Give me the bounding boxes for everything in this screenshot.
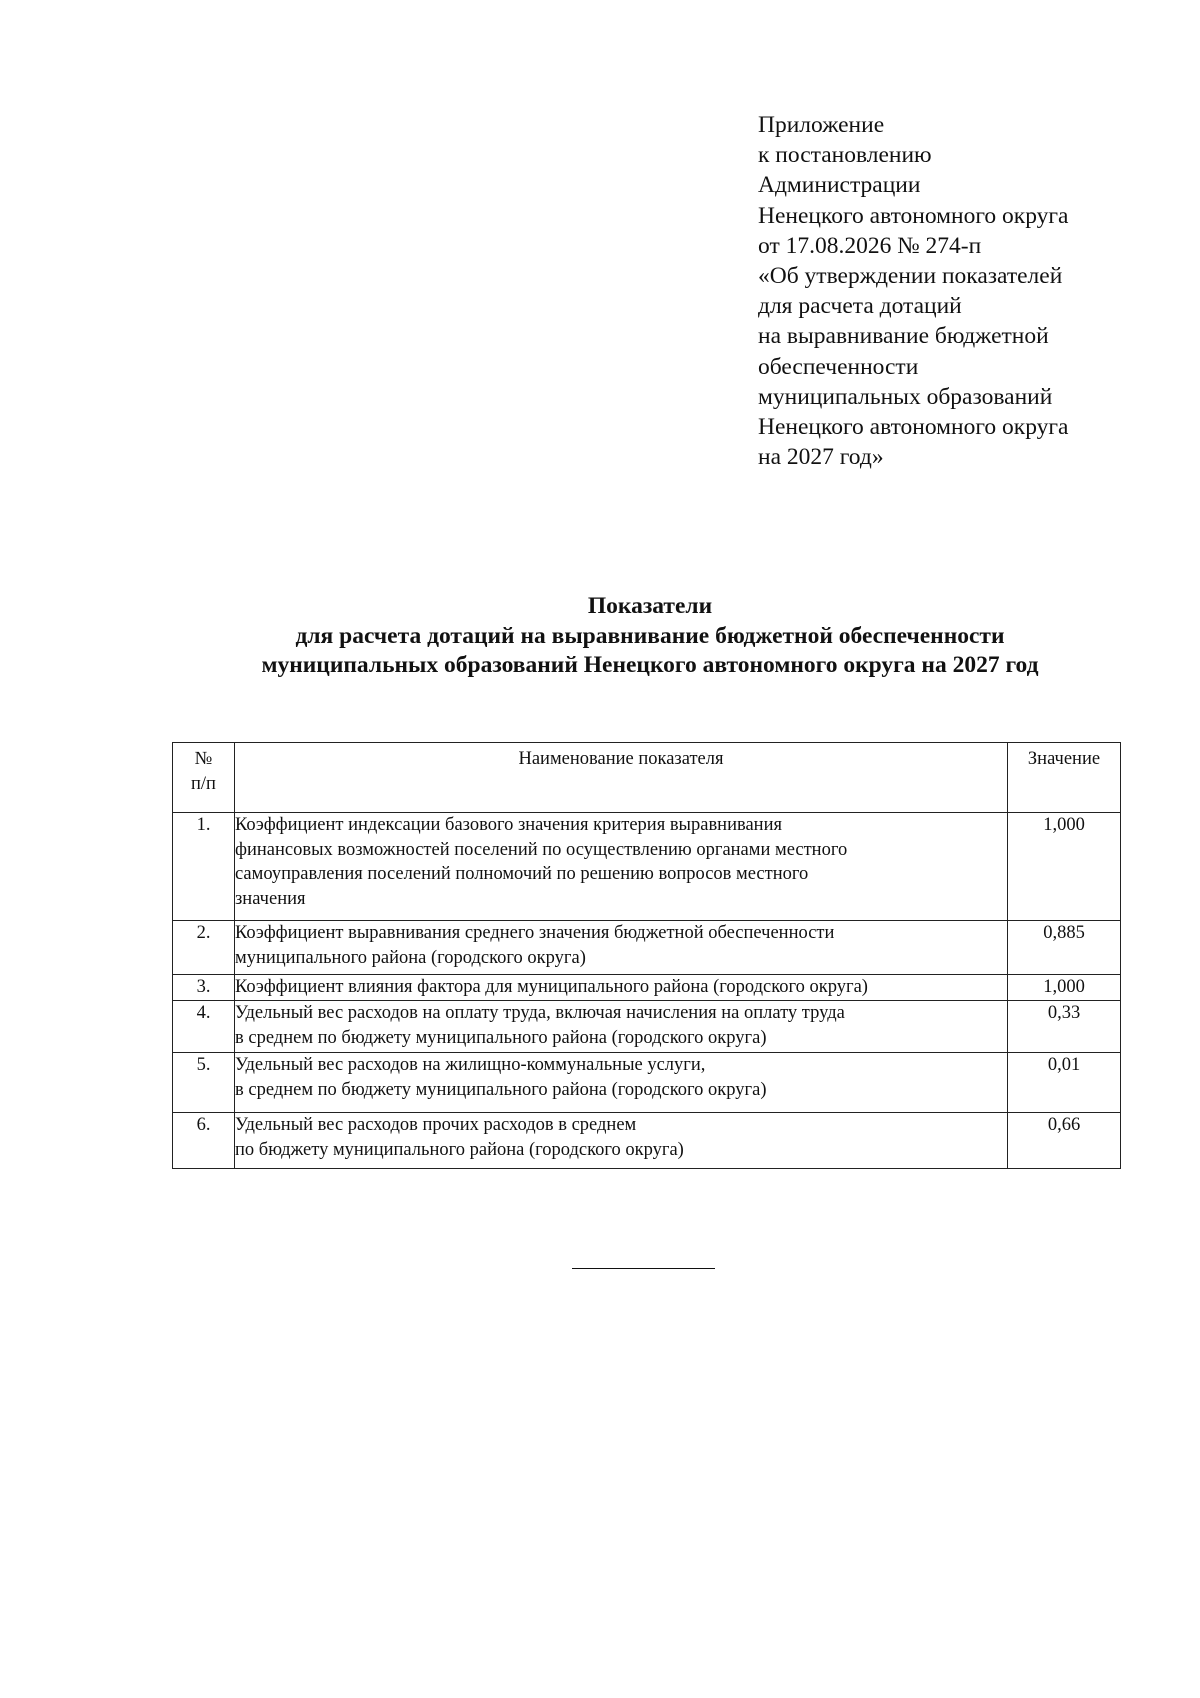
table-row — [173, 1053, 1121, 1113]
annex-line: Ненецкого автономного округа — [758, 414, 1069, 441]
row-number: 3. — [173, 975, 235, 1001]
annex-line: Приложение — [758, 112, 885, 138]
row-value: 0,885 — [1008, 921, 1121, 975]
indicators-table — [172, 742, 1121, 1169]
annex-line: Ненецкого автономного округа — [758, 202, 1069, 229]
title-line: для расчета дотаций на выравнивание бюджетной обеспеченности — [295, 622, 1005, 649]
annex-line: для расчета дотаций — [758, 293, 962, 320]
row-name: Коэффициент влияния фактора для муниципального района (городского округа) — [235, 975, 1008, 1001]
row-name: Удельный вес расходов на оплату труда, включая начисления на оплату труда в среднем по бюджету муниципального района (городского округа) — [235, 1001, 1008, 1053]
row-name: Удельный вес расходов на жилищно-коммунальные услуги, в среднем по бюджету муниципального района (городского округа) — [235, 1053, 1008, 1113]
row-value: 0,66 — [1008, 1113, 1121, 1169]
row-number: 5. — [173, 1053, 235, 1113]
document-title — [0, 592, 1200, 681]
row-number: 1. — [173, 813, 235, 921]
annex-line: Администрации — [758, 172, 921, 199]
row-value: 1,000 — [1008, 813, 1121, 921]
header-number: № п/п — [173, 743, 235, 813]
closing-rule — [572, 1268, 715, 1269]
annex-line: от 17.08.2026 № 274-п — [758, 232, 982, 259]
annex-line: на выравнивание бюджетной — [758, 323, 1049, 350]
header-value: Значение — [1008, 743, 1121, 813]
table-row — [173, 1001, 1121, 1053]
row-number: 4. — [173, 1001, 235, 1053]
annex-header — [758, 110, 1158, 472]
annex-line: обеспеченности — [758, 353, 919, 380]
annex-line: «Об утверждении показателей — [758, 263, 1063, 290]
row-name: Удельный вес расходов прочих расходов в среднем по бюджету муниципального района (городского округа) — [235, 1113, 1008, 1169]
row-value: 0,33 — [1008, 1001, 1121, 1053]
table-row — [173, 1113, 1121, 1169]
table-header-row — [173, 743, 1121, 813]
row-name: Коэффициент индексации базового значения критерия выравнивания финансовых возможностей поселений по осуществлению органами местного самоуправления поселений полномочий по решению вопросов местного значения — [235, 813, 1008, 921]
header-name: Наименование показателя — [235, 743, 1008, 813]
title-line: Показатели — [587, 593, 713, 619]
row-number: 2. — [173, 921, 235, 975]
row-value: 0,01 — [1008, 1053, 1121, 1113]
table-row — [173, 921, 1121, 975]
title-line: муниципальных образований Ненецкого автономного округа на 2027 год — [261, 652, 1039, 678]
annex-line: муниципальных образований — [758, 383, 1053, 410]
table-row — [173, 813, 1121, 921]
row-value: 1,000 — [1008, 975, 1121, 1001]
row-number: 6. — [173, 1113, 235, 1169]
table-row — [173, 975, 1121, 1001]
annex-line: на 2027 год» — [758, 444, 884, 471]
row-name: Коэффициент выравнивания среднего значения бюджетной обеспеченности муниципального района (городского округа) — [235, 921, 1008, 975]
annex-line: к постановлению — [758, 142, 932, 169]
